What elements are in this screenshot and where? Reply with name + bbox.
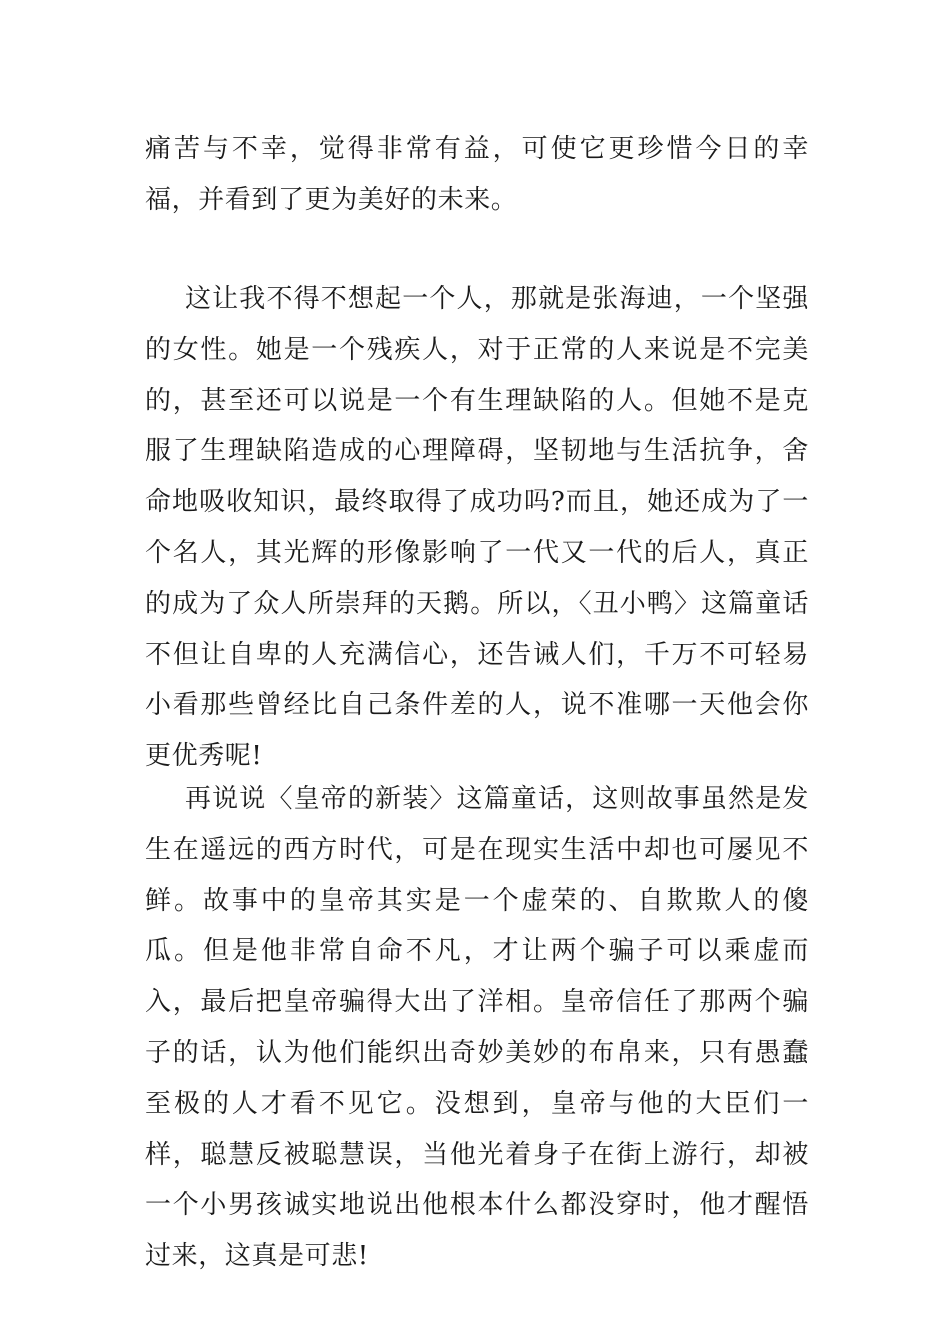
- text-block-continued: [145, 124, 809, 226]
- text-block-emperor-new-clothes: [145, 774, 809, 1282]
- paragraph-zhang-haidi: 这让我不得不想起一个人，那就是张海迪，一个坚强的女性。她是一个残疾人，对于正常的人来说是不完美的，甚至还可以说是一个有生理缺陷的人。但她不是克服了生理缺陷造成的心理障碍，坚韧地与生活抗争，舍命地吸收知识，最终取得了成功吗?而且，她还成为了一个名人，其光辉的形像影响了一代又一代的后人，真正的成为了众人所崇拜的天鹅。所以，〈丑小鸭〉这篇童话不但让自卑的人充满信心，还告诫人们，千万不可轻易小看那些曾经比自己条件差的人，说不准哪一天他会你更优秀呢!: [145, 284, 809, 772]
- paragraph-emperor-new-clothes: 再说说〈皇帝的新装〉这篇童话，这则故事虽然是发生在遥远的西方时代，可是在现实生活中却也可屡见不鲜。故事中的皇帝其实是一个虚荣的、自欺欺人的傻瓜。但是他非常自命不凡，才让两个骗子可以乘虚而入，最后把皇帝骗得大出了洋相。皇帝信任了那两个骗子的话，认为他们能织出奇妙美妙的布帛来，只有愚蠢至极的人才看不见它。没想到，皇帝与他的大臣们一样，聪慧反被聪慧误，当他光着身子在街上游行，却被一个小男孩诚实地说出他根本什么都没穿时，他才醒悟过来，这真是可悲!: [145, 784, 809, 1272]
- text-block-zhang-haidi: [145, 274, 809, 782]
- paragraph-continued: 痛苦与不幸，觉得非常有益，可使它更珍惜今日的幸福，并看到了更为美好的未来。: [145, 134, 809, 215]
